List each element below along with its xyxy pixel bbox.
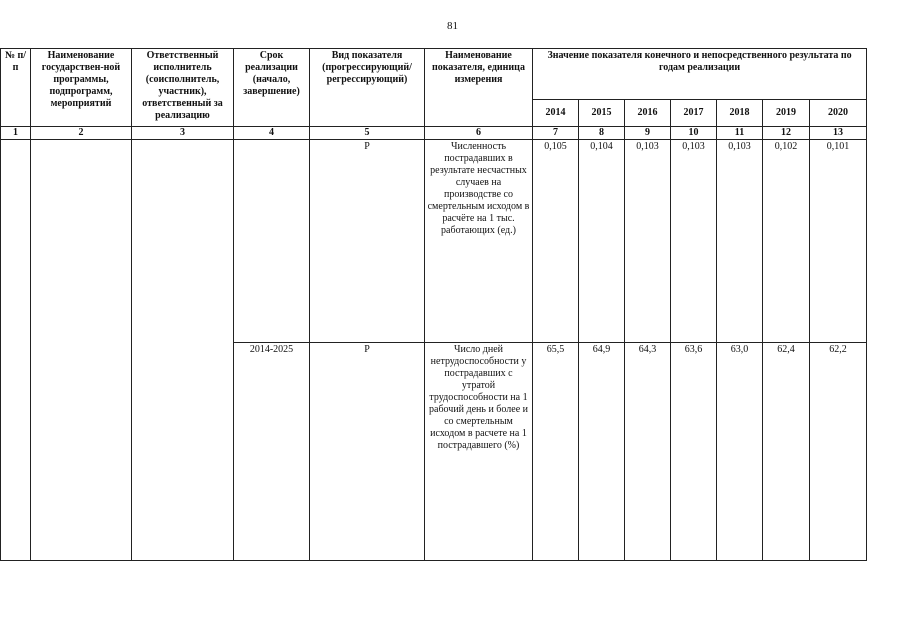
cell-number (1, 140, 31, 561)
cell-value: 64,9 (579, 343, 625, 561)
column-number: 6 (425, 127, 533, 140)
indicators-table (0, 48, 867, 561)
column-numbers-row (1, 127, 867, 140)
cell-value: 0,102 (763, 140, 810, 343)
cell-indicator-type: Р (310, 140, 425, 343)
header-indicator-name: Наименование показателя, единица измерения (425, 49, 533, 127)
header-year: 2015 (579, 100, 625, 127)
column-number: 12 (763, 127, 810, 140)
cell-value: 0,103 (671, 140, 717, 343)
column-number: 3 (132, 127, 234, 140)
header-executor: Ответственный исполнитель (соисполнитель, участник), ответственный за реализацию (132, 49, 234, 127)
column-number: 11 (717, 127, 763, 140)
header-year: 2016 (625, 100, 671, 127)
header-year: 2019 (763, 100, 810, 127)
header-year: 2017 (671, 100, 717, 127)
column-number: 13 (810, 127, 867, 140)
cell-value: 62,4 (763, 343, 810, 561)
header-year: 2018 (717, 100, 763, 127)
header-indicator-type: Вид показателя (прогрессирующий/ регрессирующий) (310, 49, 425, 127)
header-values-group: Значение показателя конечного и непосредственного результата по годам реализации (533, 49, 867, 100)
cell-period: 2014-2025 (234, 343, 310, 561)
column-number: 7 (533, 127, 579, 140)
cell-value: 0,105 (533, 140, 579, 343)
cell-value: 63,0 (717, 343, 763, 561)
cell-value: 63,6 (671, 343, 717, 561)
page-number: 81 (447, 20, 458, 32)
column-number: 5 (310, 127, 425, 140)
cell-indicator-type: Р (310, 343, 425, 561)
cell-value: 64,3 (625, 343, 671, 561)
column-number: 8 (579, 127, 625, 140)
cell-program-name (31, 140, 132, 561)
cell-value: 0,103 (717, 140, 763, 343)
cell-value: 0,103 (625, 140, 671, 343)
column-number: 2 (31, 127, 132, 140)
header-year: 2014 (533, 100, 579, 127)
cell-value: 65,5 (533, 343, 579, 561)
column-number: 4 (234, 127, 310, 140)
header-program-name: Наименование государствен-ной программы, подпрограмм, мероприятий (31, 49, 132, 127)
header-period: Срок реализации (начало, завершение) (234, 49, 310, 127)
cell-indicator-name: Число дней нетрудоспособности у пострадавших с утратой трудоспособности на 1 рабочий день и более и со смертельным исходом в расчете на 1 пострадавшего (%) (425, 343, 533, 561)
column-number: 1 (1, 127, 31, 140)
cell-value: 62,2 (810, 343, 867, 561)
table-row (1, 140, 867, 343)
cell-period (234, 140, 310, 343)
header-year: 2020 (810, 100, 867, 127)
column-number: 10 (671, 127, 717, 140)
cell-value: 0,104 (579, 140, 625, 343)
column-number: 9 (625, 127, 671, 140)
cell-indicator-name: Численность пострадавших в результате несчастных случаев на производстве со смертельным исходом в расчёте на 1 тыс. работающих (ед.) (425, 140, 533, 343)
header-number: № п/п (1, 49, 31, 127)
cell-value: 0,101 (810, 140, 867, 343)
cell-executor (132, 140, 234, 561)
